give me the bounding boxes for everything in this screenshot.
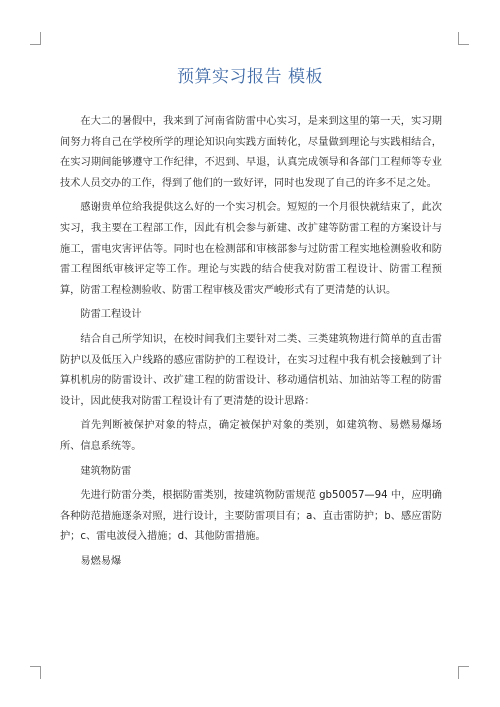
section-heading-flammable: 易燃易爆 xyxy=(80,555,122,567)
document-body xyxy=(60,112,442,576)
page-corner-mark-top-left xyxy=(30,32,41,45)
paragraph-thanks: 感谢贵单位给我提供这么好的一个实习机会。短短的一个月很快就结束了，此次实习，我主要在工程部工作，因此有机会参与新建、改扩建等防雷工程的方案设计与施工，雷电灾害评估等。同时也在检测部和审核部参与过防雷工程实地检测验收和防雷工程图纸审核评定等工作。理论与实践的结合使我对防雷工程设计、防雷工程预算，防雷工程检测验收、防雷工程审核及雷灾严峻形式有了更清楚的认识。 xyxy=(60,202,442,296)
document-title: 预算实习报告 模板 xyxy=(177,67,323,87)
paragraph-design-knowledge: 结合自己所学知识，在校时间我们主要针对二类、三类建筑物进行简单的直击雷防护以及低压入户线路的感应雷防护的工程设计，在实习过程中我有机会接触到了计算机机房的防雷设计、改扩建工程的防雷设计、移动通信机站、加油站等工程的防雷设计，因此使我对防雷工程设计有了更清楚的设计思路： xyxy=(60,333,442,407)
page-corner-mark-bottom-right xyxy=(458,666,469,679)
page-corner-mark-bottom-left xyxy=(30,666,41,679)
page-corner-mark-top-right xyxy=(458,32,469,45)
section-heading-building-protection: 建筑物防雷 xyxy=(80,465,132,477)
paragraph-classification: 先进行防雷分类，根据防雷类别，按建筑物防雷规范 gb50057—94 中，应明确各种防范措施逐条对照，进行设计，主要防雷项目有；a、直击雷防护；b、感应雷防护；c、雷电波侵入措施；d、其他防雷措施。 xyxy=(60,490,442,543)
section-heading-lightning-design: 防雷工程设计 xyxy=(80,309,142,321)
paragraph-protected-object: 首先判断被保护对象的特点，确定被保护对象的类别，如建筑物、易燃易爆场所、信息系统等。 xyxy=(60,420,442,452)
paragraph-intro: 在大二的暑假中，我来到了河南省防雷中心实习，是来到这里的第一天，实习期间努力将自己在学校所学的理论知识向实践方面转化，尽量做到理论与实践相结合，在实习期间能够遵守工作纪律，不迟到、早退，认真完成领导和各部门工程师等专业技术人员交办的工作，得到了他们的一致好评，同时也发现了自己的许多不足之处。 xyxy=(60,116,442,189)
